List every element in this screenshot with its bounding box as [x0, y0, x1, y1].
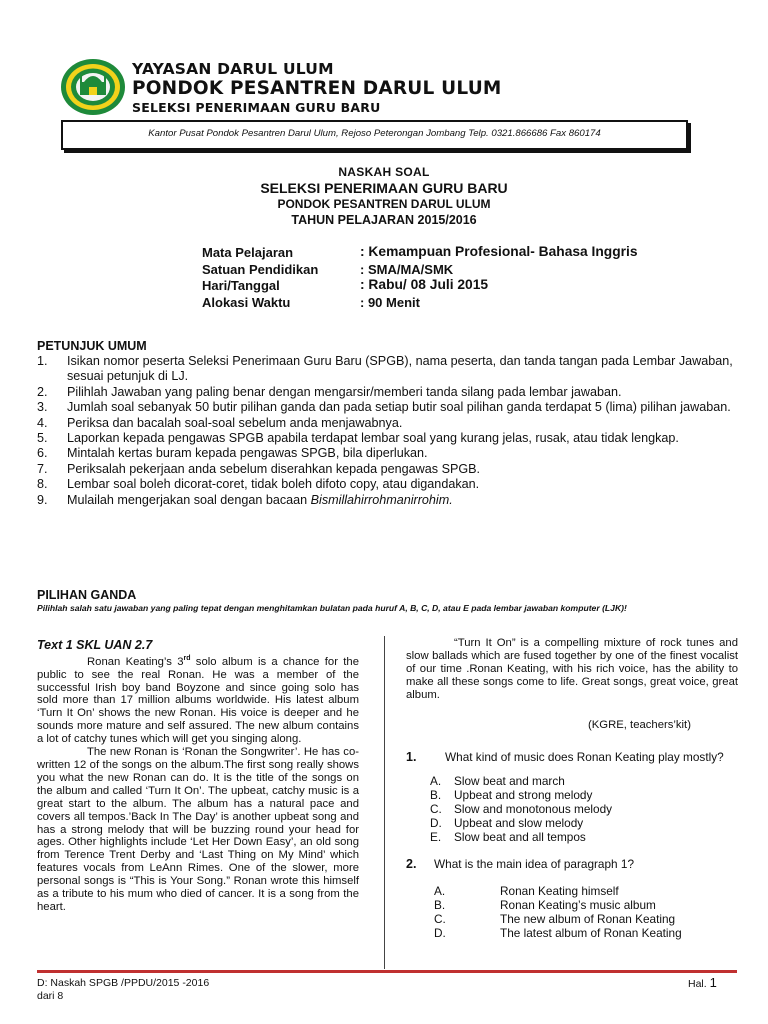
info-row — [0, 245, 768, 263]
answer-option: A. Ronan Keating himself — [434, 884, 619, 898]
answer-options — [406, 884, 738, 940]
list-item: 8. Lembar soal boleh dicorat-coret, tidak boleh difoto copy, atau digandakan. — [37, 477, 480, 492]
answer-option: B. Ronan Keating’s music album — [434, 898, 656, 913]
column-divider — [384, 636, 385, 969]
header-school-name: PONDOK PESANTREN DARUL ULUM — [132, 78, 502, 99]
footer-page-number: Hal. 1 — [688, 975, 717, 990]
list-item: 7. Periksalah pekerjaan anda sebelum diserahkan kepada pengawas SPGB. — [37, 461, 481, 476]
info-key: Satuan Pendidikan — [202, 262, 319, 277]
paragraph: Ronan Keating’s 3rd solo album is a chance for the public to see the real Ronan. He was a member of the successful Irish boy band Boyzone and since going solo has sold more than 17 million albums worldwide. His latest album ‘Turn It On’ shows the new Ronan. His voice is deeper and he sounds more mature and self assured. The new album contains a lot of catchy tunes which will get you singing along. — [37, 655, 359, 746]
list-item: 6. Mintalah kertas buram kepada pengawas SPGB, bila diperlukan. — [37, 446, 428, 461]
address-text: Kantor Pusat Pondok Pesantren Darul Ulum, Rejoso Peterongan Jombang Telp. 0321.866686 Fax 860174 — [148, 128, 601, 139]
multiple-choice-title: PILIHAN GANDA — [37, 588, 137, 602]
question — [406, 750, 738, 765]
answer-option: D. The latest album of Ronan Keating — [434, 926, 682, 941]
text-title: Text 1 SKL UAN 2.7 — [37, 638, 153, 652]
reading-text-column — [37, 638, 359, 914]
doc-title-line2: SELEKSI PENERIMAAN GURU BARU — [260, 180, 508, 196]
answer-option: A. Slow beat and march — [430, 773, 565, 788]
doc-title-line1: NASKAH SOAL — [338, 165, 430, 179]
list-item: 5. Laporkan kepada pengawas SPGB apabila terdapat lembar soal yang kurang jelas, rusak, atau tidak lengkap. — [37, 431, 679, 446]
paragraph: “Turn It On” is a compelling mixture of rock tunes and slow ballads which are fused together by one of the finest vocalist of our time .Ronan Keating, with his rich voice, has the ability to make all these songs come to life. Great songs, great voice, great album. — [406, 637, 738, 701]
list-item: 1. Isikan nomor peserta Seleksi Penerimaan Guru Baru (SPGB), nama peserta, dan tanda tangan pada Lembar Jawaban, sesuai petunjuk di LJ. — [37, 354, 733, 384]
info-key: Hari/Tanggal — [202, 278, 280, 293]
list-item: 4. Periksa dan bacalah soal-soal sebelum anda menjawabnya. — [37, 415, 403, 430]
info-row — [0, 295, 768, 313]
info-value: : Kemampuan Profesional- Bahasa Inggris — [360, 244, 638, 259]
multiple-choice-instruction: Pilihlah salah satu jawaban yang paling tepat dengan menghitamkan bulatan pada huruf A, B, C, D, atau E pada lembar jawaban komputer (LJK)! — [37, 603, 627, 613]
footer-rule — [37, 970, 737, 973]
info-row — [0, 278, 768, 296]
paragraph: The new Ronan is ‘Ronan the Songwriter’. He has co-written 12 of the songs on the album.The first song really shows you what the new Ronan can do. It is the title of the songs on the album and called ‘Turn It On’. The upbeat, catchy music is a great start to the album. The album has a natural pace and covers all tempos.’Back In The Day’ is another upbeat song and has a strong melody that will be buzzing round your head for ages. Other highlights include ‘Let Her Down Easy’, an old song from Terence Trent Derby and ‘Last Thing on My Mind’ which features vocals from LeAnn Rimes. One of the slower, more personal songs is “This is Your Song.” Ronan wrote this himself as a tribute to his mum who died of cancer. It is a song from the heart. — [37, 746, 359, 913]
info-value: : 90 Menit — [360, 295, 420, 310]
doc-title-line3: PONDOK PESANTREN DARUL ULUM — [277, 197, 491, 211]
info-value: : SMA/MA/SMK — [360, 262, 454, 277]
list-item: 3. Jumlah soal sebanyak 50 butir pilihan ganda dan pada setiap butir soal pilihan ganda terdapat 5 (lima) pilihan jawaban. — [37, 400, 731, 415]
yayasan-logo — [60, 58, 126, 116]
text-source: (KGRE, teachers’kit) — [588, 718, 691, 731]
question-number: 2. — [406, 857, 417, 871]
header-foundation-name: YAYASAN DARUL ULUM — [132, 60, 334, 78]
questions-column — [406, 637, 738, 940]
question — [406, 857, 738, 872]
general-instructions-list — [37, 354, 737, 508]
address-box — [61, 120, 688, 150]
question-number: 1. — [406, 749, 417, 764]
answer-option: C. The new album of Ronan Keating — [434, 912, 676, 927]
answer-option: E. Slow beat and all tempos — [430, 829, 586, 844]
answer-option: C. Slow and monotonous melody — [430, 801, 613, 816]
question-text: What is the main idea of paragraph 1? — [434, 857, 635, 871]
answer-option: B. Upbeat and strong melody — [430, 787, 593, 802]
info-key: Alokasi Waktu — [202, 295, 291, 310]
answer-options — [406, 774, 738, 844]
footer-doc-code: D: Naskah SPGB /PPDU/2015 -2016 dari 8 — [37, 977, 210, 1002]
list-item: 2. Pilihlah Jawaban yang paling benar dengan mengarsir/memberi tanda silang pada lembar jawaban. — [37, 384, 622, 399]
header-subtitle: SELEKSI PENERIMAAN GURU BARU — [132, 100, 381, 115]
info-value: : Rabu/ 08 Juli 2015 — [360, 277, 489, 292]
info-key: Mata Pelajaran — [202, 245, 294, 260]
general-instructions-title: PETUNJUK UMUM — [37, 339, 147, 353]
answer-option: D. Upbeat and slow melody — [430, 815, 584, 830]
question-text: What kind of music does Ronan Keating play mostly? — [445, 749, 724, 764]
list-item: 9. Mulailah mengerjakan soal dengan bacaan Bismillahirrohmanirrohim. — [37, 492, 453, 507]
doc-title-line4: TAHUN PELAJARAN 2015/2016 — [291, 213, 477, 227]
